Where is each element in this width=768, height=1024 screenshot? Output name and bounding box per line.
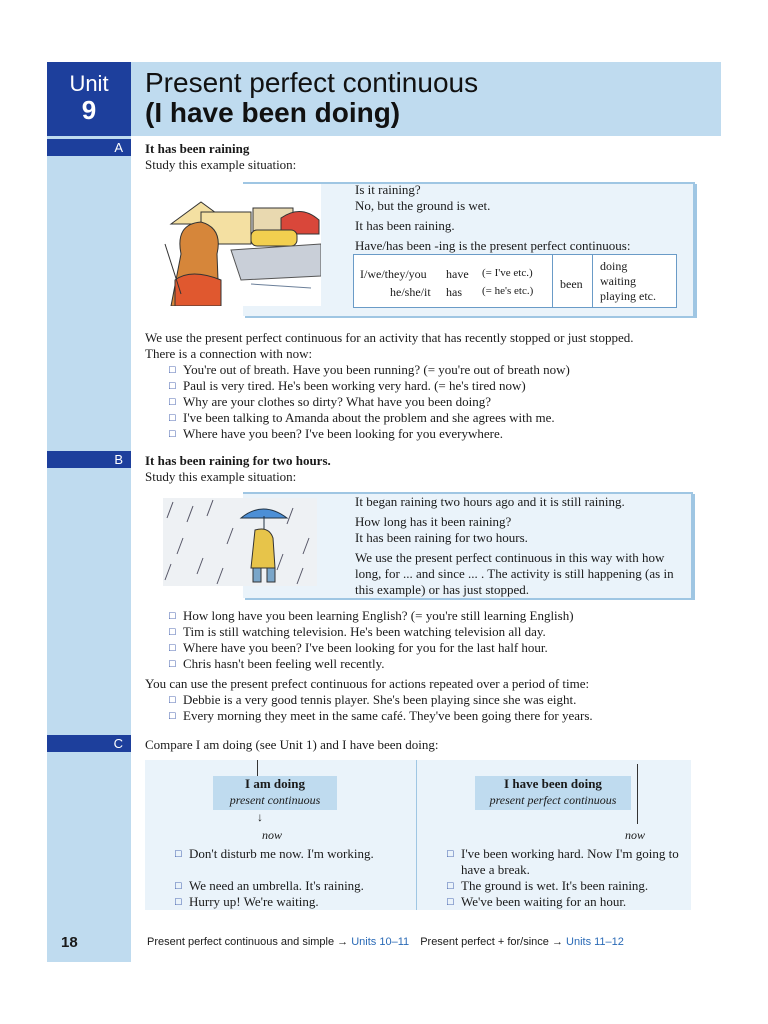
section-c-label: C [47,735,131,752]
unit-number: 9 [81,95,97,125]
section-b-explain: You can use the present prefect continuous for actions repeated over a period of time: [145,676,590,691]
ref-2-text: Present perfect + for/since → [420,936,563,948]
table-contraction-2: (= he's etc.) [482,285,534,297]
title-line-1: Present perfect continuous [145,67,479,98]
right-subtitle: present perfect continuous [489,793,617,807]
title-bar [131,62,721,136]
compare-divider [416,760,417,910]
box-line-4: We use the present perfect continuous in this way with how long, for ... and since ... . The activity is still happening (as in this example) or has just stopped. [355,550,674,597]
box-line-2: How long has it been raining? [355,514,512,529]
section-b-box-text [355,494,685,598]
example-item: □ Why are your clothes so dirty? What have you been doing? [183,394,705,410]
example-item: □ Every morning they meet in the same café. They've been going there for years. [183,708,705,724]
ref-1-link[interactable]: Units 10–11 [351,936,410,948]
right-timeline-line [637,764,638,824]
box-line-1: Is it raining? [355,182,421,197]
cross-references [147,936,624,948]
right-now-label: now [625,828,646,842]
example-item: □ Debbie is a very good tennis player. She's been playing since she was eight. [183,692,705,708]
example-item: □ Where have you been? I've been looking for you everywhere. [183,426,705,442]
rain-walker-drawing [163,498,317,586]
rain-street-illustration [161,184,321,306]
section-b-body [145,608,705,724]
rain-street-drawing [161,184,321,306]
right-examples-block [439,846,689,910]
table-verb-1: doing [600,259,628,273]
left-title: I am doing [245,776,305,791]
ref-2-link[interactable]: Units 11–12 [566,936,624,948]
left-now-label: now [262,828,283,842]
left-compare-heading [213,776,337,810]
unit-badge [47,62,131,136]
example-item: □ We've been waiting for an hour. [461,894,689,910]
page-title [145,68,478,128]
table-divider-1 [552,255,553,307]
title-line-2: (I have been doing) [145,97,401,128]
table-divider-2 [592,255,593,307]
example-item: □ Where have you been? I've been looking for you for the last half hour. [183,640,705,656]
section-a-box-text [355,182,685,254]
section-a-label: A [47,139,131,156]
section-b-header [145,453,705,485]
section-a-header [145,141,705,173]
section-a-explanation [145,330,705,442]
example-item: □ The ground is wet. It's been raining. [461,878,689,894]
left-subtitle: present continuous [229,793,321,807]
example-item: □ We need an umbrella. It's raining. [189,878,407,894]
right-compare-heading [475,776,631,810]
example-item: □ How long have you been learning English? (= you're still learning English) [183,608,705,624]
table-verb-3: playing etc. [600,289,656,303]
table-aux-2: has [446,285,462,299]
right-examples [439,846,689,910]
example-item: □ Don't disturb me now. I'm working. [189,846,407,862]
section-c-intro: Compare I am doing (see Unit 1) and I have been doing: [145,737,439,752]
box-line-3: It has been raining for two hours. [355,530,528,545]
right-title: I have been doing [504,776,602,791]
example-item: □ Tim is still watching television. He's been watching television all day. [183,624,705,640]
section-a-explain-1: We use the present perfect continuous for an activity that has recently stopped or just stopped. [145,330,634,345]
box-line-4: Have/has been -ing is the present perfect continuous: [355,238,631,253]
box-line-3: It has been raining. [355,218,455,233]
section-b-intro: Study this example situation: [145,469,297,484]
page-number: 18 [61,934,78,951]
unit-word: Unit [69,71,109,96]
example-item: □ I've been working hard. Now I'm going to have a break. [461,846,689,878]
section-b-label: B [47,451,131,468]
table-subject-2: he/she/it [390,285,431,299]
table-subject-1: I/we/they/you [360,267,427,281]
sidebar [47,62,131,962]
table-verb-2: waiting [600,274,636,288]
example-item: □ Chris hasn't been feeling well recently. [183,656,705,672]
table-aux-1: have [446,267,469,281]
form-table [353,254,677,308]
left-examples-block [167,846,407,910]
rain-walker-illustration [163,498,317,586]
section-a-examples [161,362,705,442]
example-item: □ Paul is very tired. He's been working very hard. (= he's tired now) [183,378,705,394]
left-top-tick [257,760,258,776]
book-page [47,62,721,962]
section-a-explain-2: There is a connection with now: [145,346,313,361]
box-line-1: It began raining two hours ago and it is still raining. [355,494,625,509]
table-been: been [560,277,583,291]
section-a-intro: Study this example situation: [145,157,297,172]
down-arrow-icon: ↓ [257,810,263,824]
section-b-examples-2 [161,692,705,724]
example-item: □ I've been talking to Amanda about the problem and she agrees with me. [183,410,705,426]
example-item: □ You're out of breath. Have you been running? (= you're out of breath now) [183,362,705,378]
table-contraction-1: (= I've etc.) [482,267,533,279]
ref-1-text: Present perfect continuous and simple → [147,936,349,948]
box-line-2: No, but the ground is wet. [355,198,491,213]
left-examples [167,846,407,910]
example-item: □ Hurry up! We're waiting. [189,894,407,910]
section-b-heading: It has been raining for two hours. [145,453,331,468]
section-a-heading: It has been raining [145,141,250,156]
section-b-examples [161,608,705,672]
